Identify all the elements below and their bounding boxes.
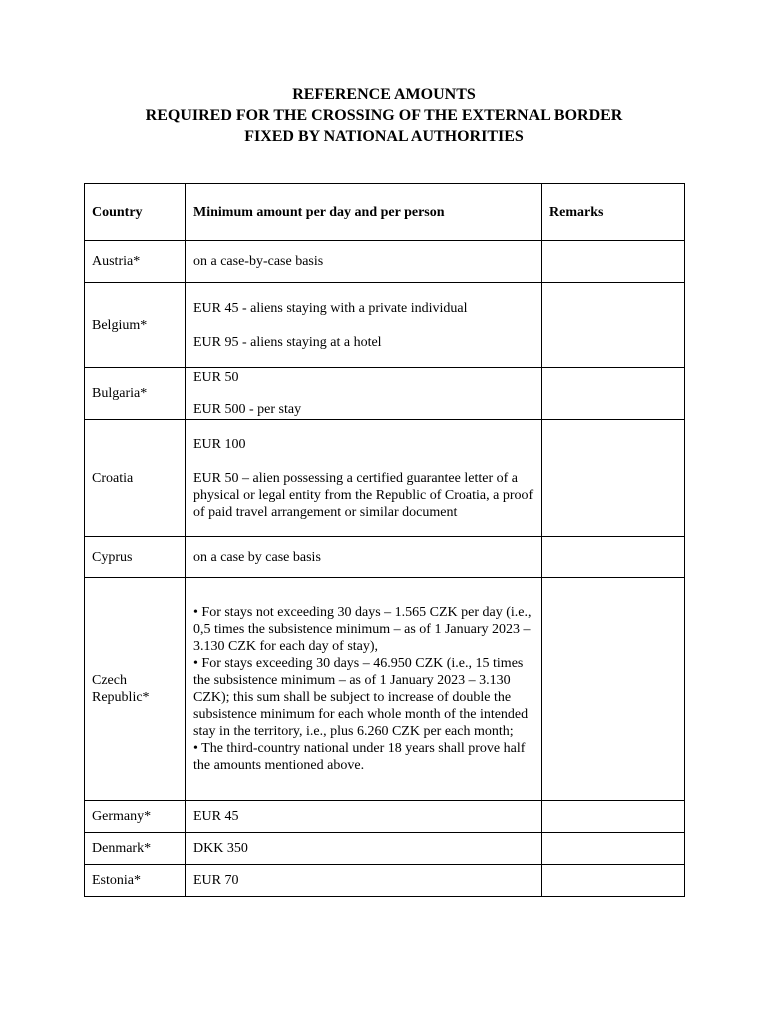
remarks-cell — [542, 283, 685, 368]
document-title — [0, 84, 768, 147]
title-line-2: REQUIRED FOR THE CROSSING OF THE EXTERNAL BORDER — [145, 107, 623, 124]
title-line-3: FIXED BY NATIONAL AUTHORITIES — [244, 128, 524, 145]
bullet-item: • For stays not exceeding 30 days – 1.565 CZK per day (i.e., 0,5 times the subsistence minimum – as of 1 January 2023 – 3.130 CZK for each day of stay), — [193, 605, 532, 654]
country-cell: Bulgaria* — [85, 368, 186, 420]
country-cell: Belgium* — [85, 283, 186, 368]
header-country: Country — [85, 184, 186, 241]
country-cell: Cyprus — [85, 537, 186, 578]
country-cell: Croatia — [85, 420, 186, 537]
table-row-germany — [85, 801, 685, 833]
table-row-cyprus — [85, 537, 685, 578]
header-amount: Minimum amount per day and per person — [186, 184, 542, 241]
title-line-1: REFERENCE AMOUNTS — [292, 86, 476, 103]
amount-line: EUR 50 — [193, 370, 239, 385]
amount-cell: on a case-by-case basis — [186, 241, 542, 283]
remarks-cell — [542, 801, 685, 833]
table-row-belgium — [85, 283, 685, 368]
country-cell: Denmark* — [85, 833, 186, 865]
country-cell: Estonia* — [85, 865, 186, 897]
header-remarks: Remarks — [542, 184, 685, 241]
table-row-austria — [85, 241, 685, 283]
amount-line: EUR 100 — [193, 436, 246, 452]
amount-line: EUR 95 - aliens staying at a hotel — [193, 334, 382, 350]
amount-cell: EUR 70 — [186, 865, 542, 897]
remarks-cell — [542, 368, 685, 420]
amount-line: EUR 45 - aliens staying with a private individual — [193, 300, 468, 316]
country-cell: Germany* — [85, 801, 186, 833]
amount-cell: DKK 350 — [186, 833, 542, 865]
bullet-item: • For stays exceeding 30 days – 46.950 CZK (i.e., 15 times the subsistence minimum – as of 1 January 2023 – 3.130 CZK); this sum shall be subject to increase of double the subsistence minimum for each whole month of the intended stay in the territory, i.e., plus 6.260 CZK per each month; — [193, 656, 529, 739]
paragraph-gap — [193, 453, 534, 470]
bullet-item: • The third-country national under 18 years shall prove half the amounts mentioned above. — [193, 741, 526, 773]
amount-line: EUR 500 - per stay — [193, 402, 302, 417]
table-row-croatia — [85, 420, 685, 537]
paragraph-gap — [193, 317, 534, 334]
reference-amounts-table — [84, 183, 685, 897]
table-row-bulgaria — [85, 368, 685, 420]
remarks-cell — [542, 865, 685, 897]
remarks-cell — [542, 420, 685, 537]
amount-line: EUR 50 – alien possessing a certified guarantee letter of a physical or legal entity from the Republic of Croatia, a proof of paid travel arrangement or similar document — [193, 470, 534, 520]
amount-cell — [186, 283, 542, 368]
amount-cell — [186, 368, 542, 420]
table-header-row — [85, 184, 685, 241]
table-row-czech-republic — [85, 578, 685, 801]
amount-cell — [186, 578, 542, 801]
remarks-cell — [542, 537, 685, 578]
table-row-denmark — [85, 833, 685, 865]
amount-cell: on a case by case basis — [186, 537, 542, 578]
remarks-cell — [542, 241, 685, 283]
remarks-cell — [542, 578, 685, 801]
amount-cell — [186, 420, 542, 537]
paragraph-gap — [193, 386, 534, 401]
table-row-estonia — [85, 865, 685, 897]
country-cell: Austria* — [85, 241, 186, 283]
amount-cell: EUR 45 — [186, 801, 542, 833]
remarks-cell — [542, 833, 685, 865]
country-cell: Czech Republic* — [85, 578, 186, 801]
